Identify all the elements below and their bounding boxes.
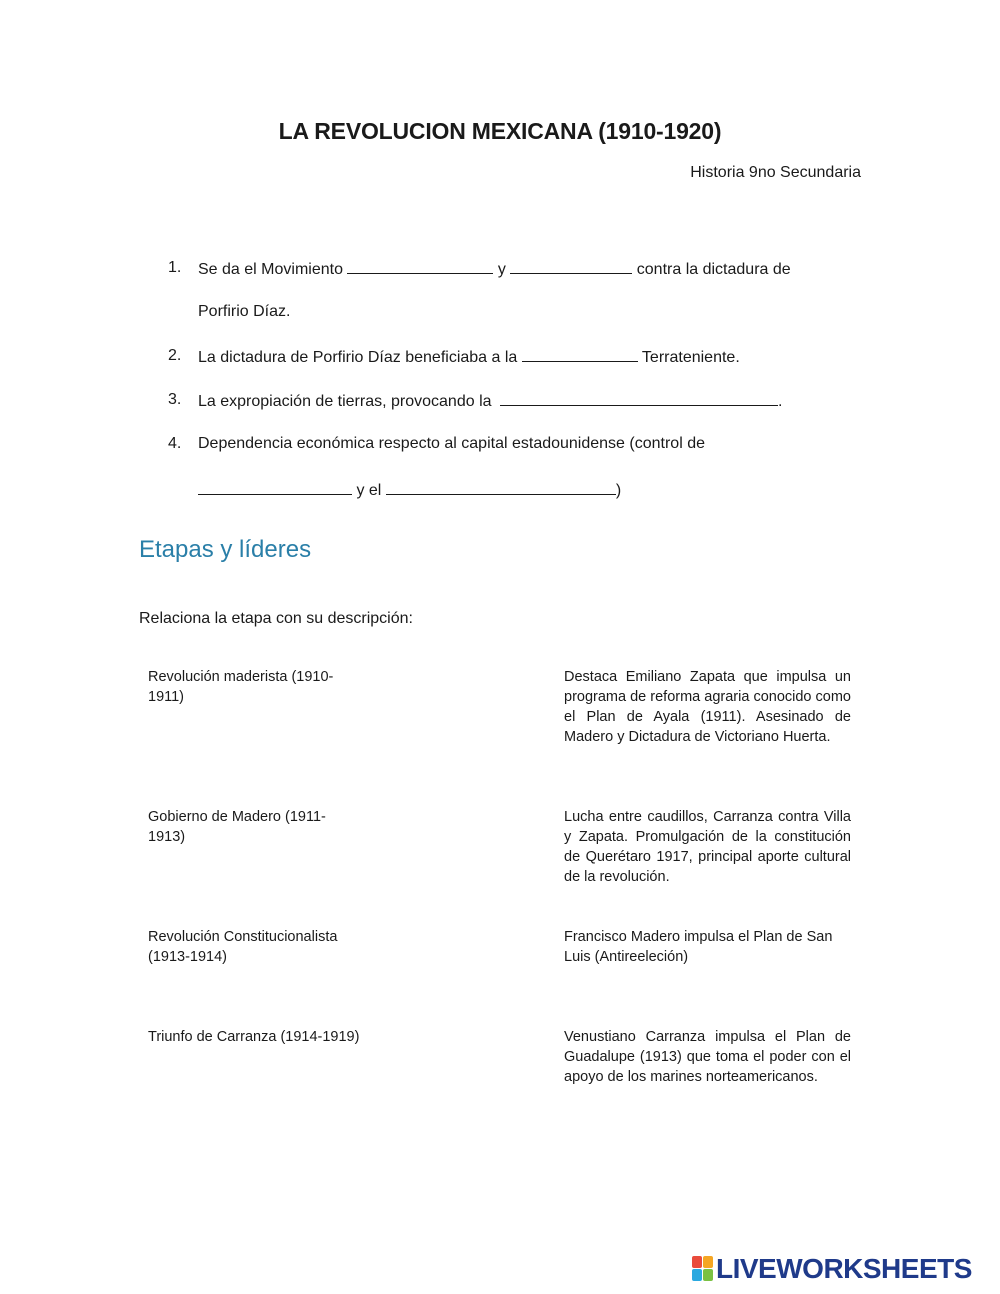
liveworksheets-logo (692, 1254, 972, 1284)
logo-icon (692, 1256, 714, 1282)
question-text: Terrateniente. (641, 349, 740, 366)
question-text: . (777, 393, 783, 410)
stage-item[interactable]: Gobierno de Madero (1911-1913) (148, 809, 326, 845)
question-text: Porfirio Díaz. (198, 303, 291, 320)
answer-blank[interactable] (522, 345, 638, 362)
question-4-line-2 (198, 478, 621, 502)
section-heading: Etapas y líderes (139, 536, 312, 563)
stage-item[interactable]: Triunfo de Carranza (1914-1919) (148, 1029, 360, 1045)
logo-block (703, 1256, 713, 1268)
question-number: 2. (168, 347, 182, 364)
page-subtitle: Historia 9no Secundaria (690, 164, 861, 181)
question-text: La expropiación de tierras, provocando la (198, 393, 492, 410)
stage-item[interactable]: Revolución maderista (1910-1911) (148, 669, 334, 705)
question-number: 3. (168, 391, 182, 408)
instruction-text: Relaciona la etapa con su descripción: (139, 610, 413, 627)
question-text: Dependencia económica respecto al capital estadounidense (control de (198, 435, 705, 452)
question-text: y (497, 261, 506, 278)
answer-blank[interactable] (510, 257, 632, 274)
question-number: 4. (168, 435, 182, 452)
question-4 (0, 433, 1000, 455)
question-text: contra la dictadura de (636, 261, 791, 278)
question-text: La dictadura de Porfirio Díaz beneficiaba a la (198, 349, 518, 366)
question-3 (0, 389, 1000, 411)
stage-item[interactable]: Revolución Constitucionalista (1913-1914) (148, 929, 338, 965)
answer-blank[interactable] (198, 478, 352, 495)
question-2 (0, 345, 1000, 367)
question-text: Se da el Movimiento (198, 261, 343, 278)
question-text: y el (356, 482, 382, 499)
description-item[interactable]: Venustiano Carranza impulsa el Plan de Guadalupe (1913) que toma el poder con el apoyo de los marines norteamericanos. (564, 1029, 851, 1085)
question-text: ) (615, 482, 622, 499)
answer-blank[interactable] (347, 257, 493, 274)
question-number: 1. (168, 259, 182, 276)
logo-block (692, 1256, 702, 1268)
logo-block (703, 1269, 713, 1281)
logo-text: LIVEWORKSHEETS (716, 1253, 972, 1284)
answer-blank[interactable] (500, 389, 778, 406)
logo-block (692, 1269, 702, 1281)
answer-blank[interactable] (386, 478, 616, 495)
description-item[interactable]: Destaca Emiliano Zapata que impulsa un programa de reforma agraria conocido como el Plan de Ayala (1911). Asesinado de Madero y Dictadura de Victoriano Huerta. (564, 669, 851, 745)
page-title: LA REVOLUCION MEXICANA (1910-1920) (278, 118, 722, 144)
description-item[interactable]: Lucha entre caudillos, Carranza contra Villa y Zapata. Promulgación de la constitución de Querétaro 1917, principal aporte cultural de la revolución. (564, 809, 851, 885)
description-item[interactable]: Francisco Madero impulsa el Plan de San Luis (Antireeleción) (564, 929, 833, 965)
question-1 (0, 257, 1000, 279)
